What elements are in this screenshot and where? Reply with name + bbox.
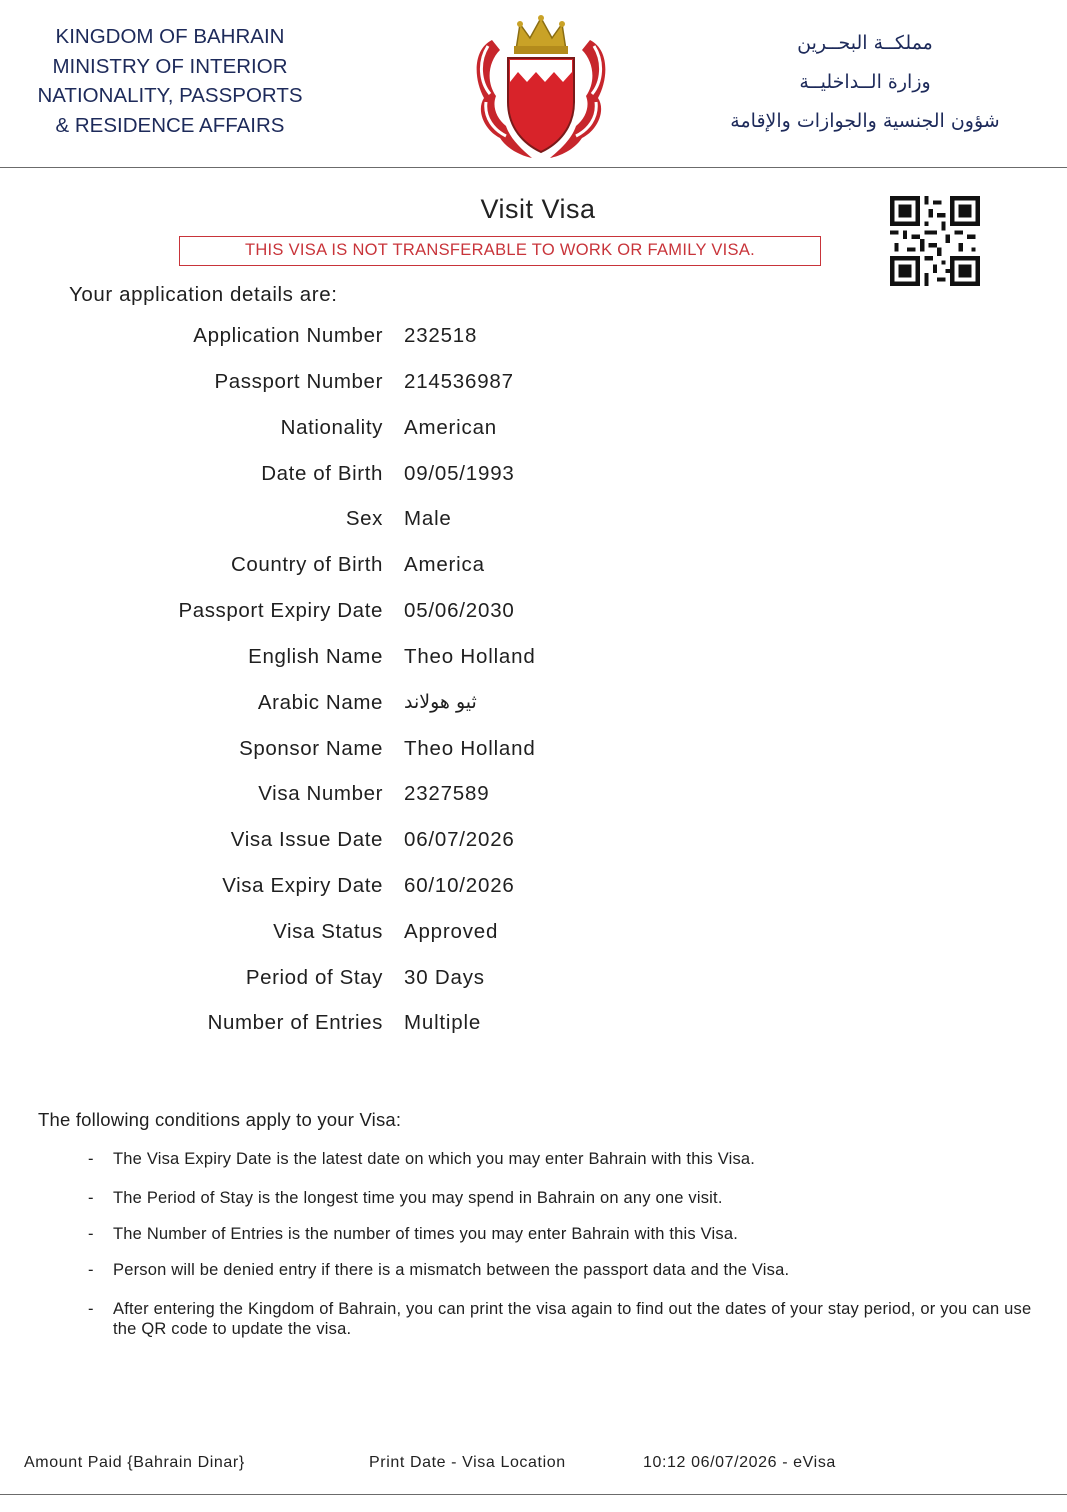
- detail-value: Approved: [404, 920, 499, 943]
- detail-value: Male: [404, 507, 452, 530]
- detail-row-sex: [0, 507, 1067, 537]
- condition-text: Person will be denied entry if there is a mismatch between the passport data and the Visa.: [113, 1261, 790, 1279]
- header-english-line-1: KINGDOM OF BAHRAIN: [55, 25, 285, 48]
- detail-value: 06/07/2026: [404, 828, 515, 851]
- detail-value: 09/05/1993: [404, 462, 515, 485]
- detail-value: Multiple: [404, 1011, 482, 1034]
- detail-value: 2327589: [404, 782, 490, 805]
- detail-label: Visa Issue Date: [230, 828, 383, 851]
- detail-label: Visa Number: [258, 782, 383, 805]
- detail-value: 60/10/2026: [404, 874, 515, 897]
- header-english-line-3: NATIONALITY, PASSPORTS: [37, 84, 303, 107]
- detail-value: ثيو هولاند: [404, 691, 477, 713]
- header-arabic-line-3: شؤون الجنسية والجوازات والإقامة: [730, 110, 1000, 132]
- detail-label: Sponsor Name: [239, 737, 383, 760]
- print-date-value: 10:12 06/07/2026 - eVisa: [643, 1454, 836, 1471]
- detail-row-nationality: [0, 416, 1067, 446]
- bullet-dash: -: [88, 1300, 94, 1318]
- header-english-line-4: & RESIDENCE AFFAIRS: [55, 113, 285, 137]
- condition-text: The Period of Stay is the longest time you may spend in Bahrain on any one visit.: [113, 1189, 723, 1207]
- detail-row-application-number: [0, 324, 1067, 354]
- detail-label: Period of Stay: [245, 966, 383, 989]
- header-arabic-block: [700, 24, 1030, 141]
- detail-row-date-of-birth: [0, 462, 1067, 492]
- conditions-title: The following conditions apply to your Visa:: [38, 1109, 402, 1130]
- detail-row-passport-expiry-date: [0, 599, 1067, 629]
- detail-row-period-of-stay: [0, 966, 1067, 996]
- detail-label: Sex: [345, 507, 383, 530]
- detail-label: Passport Expiry Date: [178, 599, 383, 622]
- condition-text: After entering the Kingdom of Bahrain, you can print the visa again to find out the dates of your stay period, or you can use the QR code to update the visa.: [113, 1300, 1032, 1338]
- detail-label: Visa Expiry Date: [222, 874, 383, 897]
- detail-value: American: [404, 416, 497, 439]
- detail-value: America: [404, 553, 485, 576]
- detail-label: English Name: [248, 645, 383, 668]
- detail-label: Arabic Name: [257, 691, 383, 714]
- detail-row-arabic-name: [0, 691, 1067, 721]
- detail-value: Theo Holland: [404, 737, 536, 760]
- footer-divider: [0, 1494, 1067, 1495]
- header-divider: [0, 167, 1067, 168]
- detail-label: Number of Entries: [207, 1011, 383, 1034]
- detail-value: 05/06/2030: [404, 599, 515, 622]
- condition-text: The Visa Expiry Date is the latest date on which you may enter Bahrain with this Visa.: [113, 1150, 756, 1168]
- print-date-label: Print Date - Visa Location: [369, 1454, 566, 1471]
- detail-row-country-of-birth: [0, 553, 1067, 583]
- header-english-line-2: MINISTRY OF INTERIOR: [52, 54, 288, 78]
- non-transferable-notice: THIS VISA IS NOT TRANSFERABLE TO WORK OR FAMILY VISA.: [179, 236, 821, 266]
- detail-row-english-name: [0, 645, 1067, 675]
- bullet-dash: -: [88, 1150, 94, 1168]
- details-intro: Your application details are:: [69, 283, 338, 306]
- header-english-block: [20, 22, 320, 140]
- detail-row-visa-number: [0, 782, 1067, 812]
- header-arabic-line-2: وزارة الــداخليــة: [799, 71, 931, 93]
- detail-label: Application Number: [193, 324, 383, 347]
- detail-value: 214536987: [404, 370, 514, 393]
- bullet-dash: -: [88, 1261, 94, 1279]
- document-title: Visit Visa: [480, 194, 596, 224]
- detail-row-sponsor-name: [0, 737, 1067, 767]
- header-arabic-line-1: مملكــة البحــرين: [797, 32, 933, 54]
- bahrain-coat-of-arms-icon: [470, 10, 612, 160]
- detail-value: Theo Holland: [404, 645, 536, 668]
- bullet-dash: -: [88, 1225, 94, 1243]
- detail-row-number-of-entries: [0, 1011, 1067, 1041]
- bullet-dash: -: [88, 1189, 94, 1207]
- detail-value: 232518: [404, 324, 478, 347]
- detail-row-visa-status: [0, 920, 1067, 950]
- detail-row-visa-expiry-date: [0, 874, 1067, 904]
- amount-paid-label: Amount Paid {Bahrain Dinar}: [24, 1454, 245, 1471]
- condition-text: The Number of Entries is the number of times you may enter Bahrain with this Visa.: [113, 1225, 739, 1243]
- detail-label: Visa Status: [273, 920, 383, 943]
- detail-row-passport-number: [0, 370, 1067, 400]
- detail-label: Country of Birth: [230, 553, 383, 576]
- detail-label: Passport Number: [214, 370, 383, 393]
- qr-code-icon[interactable]: [890, 196, 980, 286]
- detail-label: Date of Birth: [261, 462, 383, 485]
- detail-label: Nationality: [280, 416, 383, 439]
- detail-row-visa-issue-date: [0, 828, 1067, 858]
- detail-value: 30 Days: [404, 966, 485, 989]
